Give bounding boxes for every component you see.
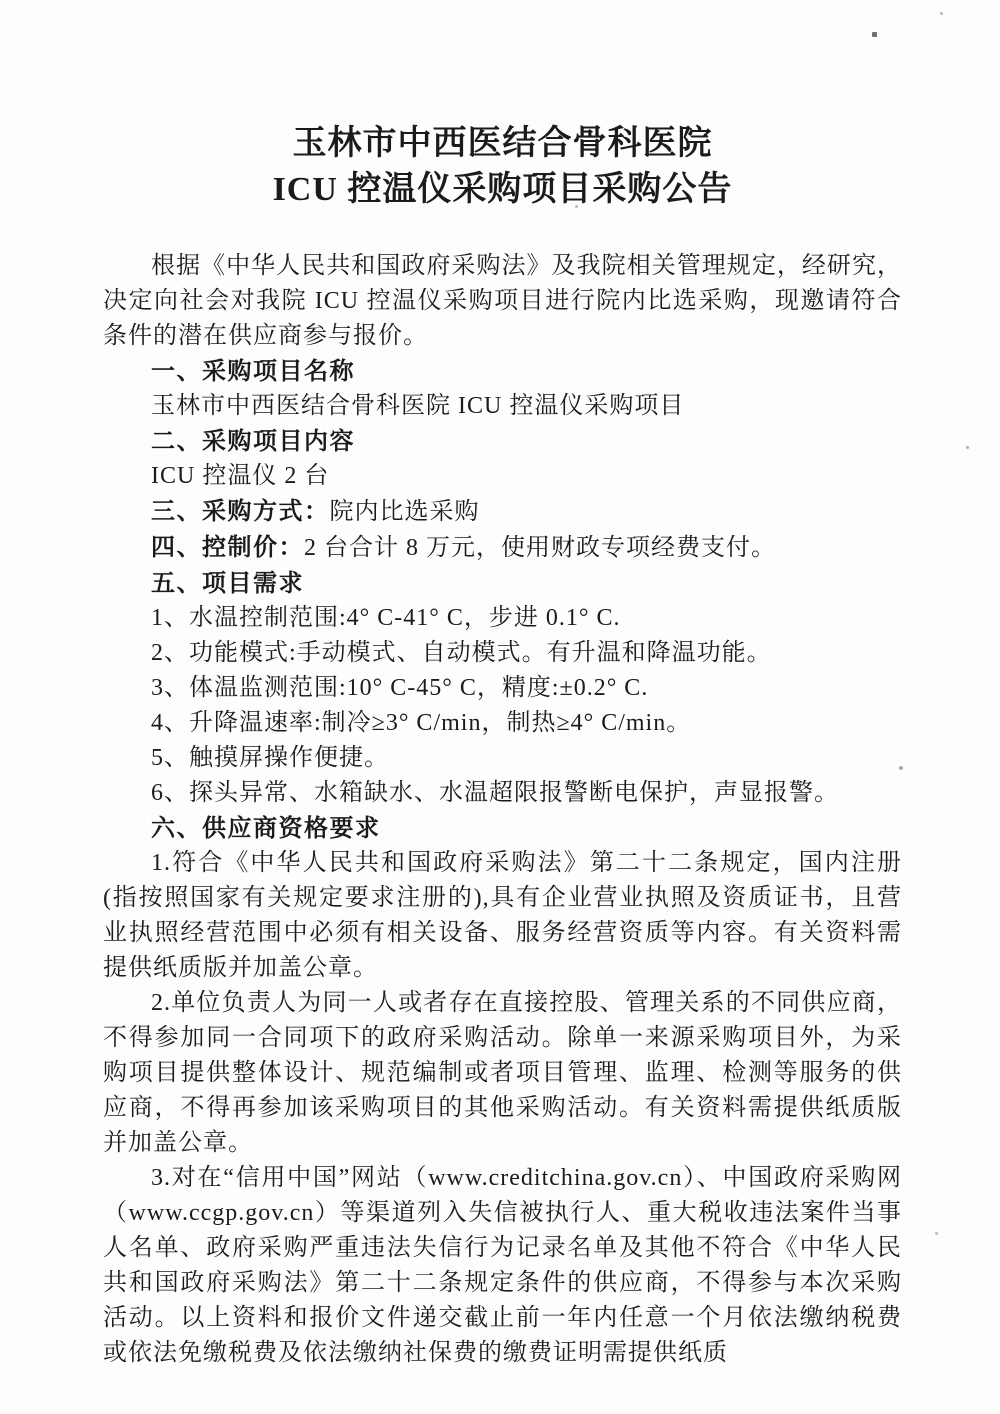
paragraph: 3.对在“信用中国”网站（www.creditchina.gov.cn）、中国政府采购网（www.ccgp.gov.cn）等渠道列入失信被执行人、重大税收违法案件当事人名单、政府采购严重违法失信行为记录名单及其他不符合《中华人民共和国政府采购法》第二十二条规定条件的供应商，不得参与本次采购活动。以上资料和报价文件递交截止前一年内任意一个月依法缴纳税费或依法免缴税费及依法缴纳社保费的缴费证明需提供纸质	[103, 1164, 902, 1366]
scan-speck	[966, 446, 969, 449]
scan-speck	[935, 1232, 938, 1235]
document-content	[103, 98, 902, 1371]
paragraph: 1.符合《中华人民共和国政府采购法》第二十二条规定，国内注册(指按照国家有关规定要求注册的),具有企业营业执照及资质证书，且营业执照经营范围中必须有相关设备、服务经营资质等内容。有关资料需提供纸质版并加盖公章。	[103, 849, 902, 981]
title-line-2: ICU 控温仪采购项目采购公告	[272, 170, 733, 208]
paragraph: 2.单位负责人为同一人或者存在直接控股、管理关系的不同供应商，不得参加同一合同项下的政府采购活动。除单一来源采购项目外，为采购项目提供整体设计、规范编制或者项目管理、监理、检测等服务的供应商，不得再参加该采购项目的其他采购活动。有关资料需提供纸质版并加盖公章。	[103, 989, 902, 1156]
paragraph: 1、水温控制范围:4° C-41° C，步进 0.1° C.	[151, 604, 621, 631]
paragraph-label: 四、控制价：	[151, 533, 304, 561]
paragraph: 玉林市中西医结合骨科医院 ICU 控温仪采购项目	[151, 392, 685, 419]
paragraph-label: 三、采购方式：	[151, 497, 330, 525]
section-heading: 一、采购项目名称	[151, 357, 355, 385]
scan-speck	[940, 12, 943, 15]
paragraph: 6、探头异常、水箱缺水、水温超限报警断电保护，声显报警。	[151, 779, 839, 806]
section-heading: 六、供应商资格要求	[151, 814, 381, 842]
title-line-1: 玉林市中西医结合骨科医院	[292, 124, 713, 162]
section-heading: 二、采购项目内容	[151, 427, 355, 455]
paragraph: 3、体温监测范围:10° C-45° C，精度:±0.2° C.	[151, 674, 649, 701]
scan-speck	[872, 32, 877, 37]
paragraph: ICU 控温仪 2 台	[151, 462, 330, 489]
document-body	[103, 249, 902, 1371]
paragraph: 4、升降温速率:制冷≥3° C/min，制热≥4° C/min。	[151, 709, 692, 736]
paragraph: 2、功能模式:手动模式、自动模式。有升温和降温功能。	[151, 639, 772, 666]
paragraph: 根据《中华人民共和国政府采购法》及我院相关管理规定，经研究，决定向社会对我院 ICU 控温仪采购项目进行院内比选采购，现邀请符合条件的潜在供应商参与报价。	[103, 252, 902, 349]
document-title	[103, 121, 902, 213]
section-heading: 五、项目需求	[151, 569, 304, 597]
paragraph: 5、触摸屏操作便捷。	[151, 744, 389, 771]
paragraph: 四、控制价：2 台合计 8 万元，使用财政专项经费支付。	[151, 533, 776, 561]
paragraph: 三、采购方式：院内比选采购	[151, 497, 480, 525]
